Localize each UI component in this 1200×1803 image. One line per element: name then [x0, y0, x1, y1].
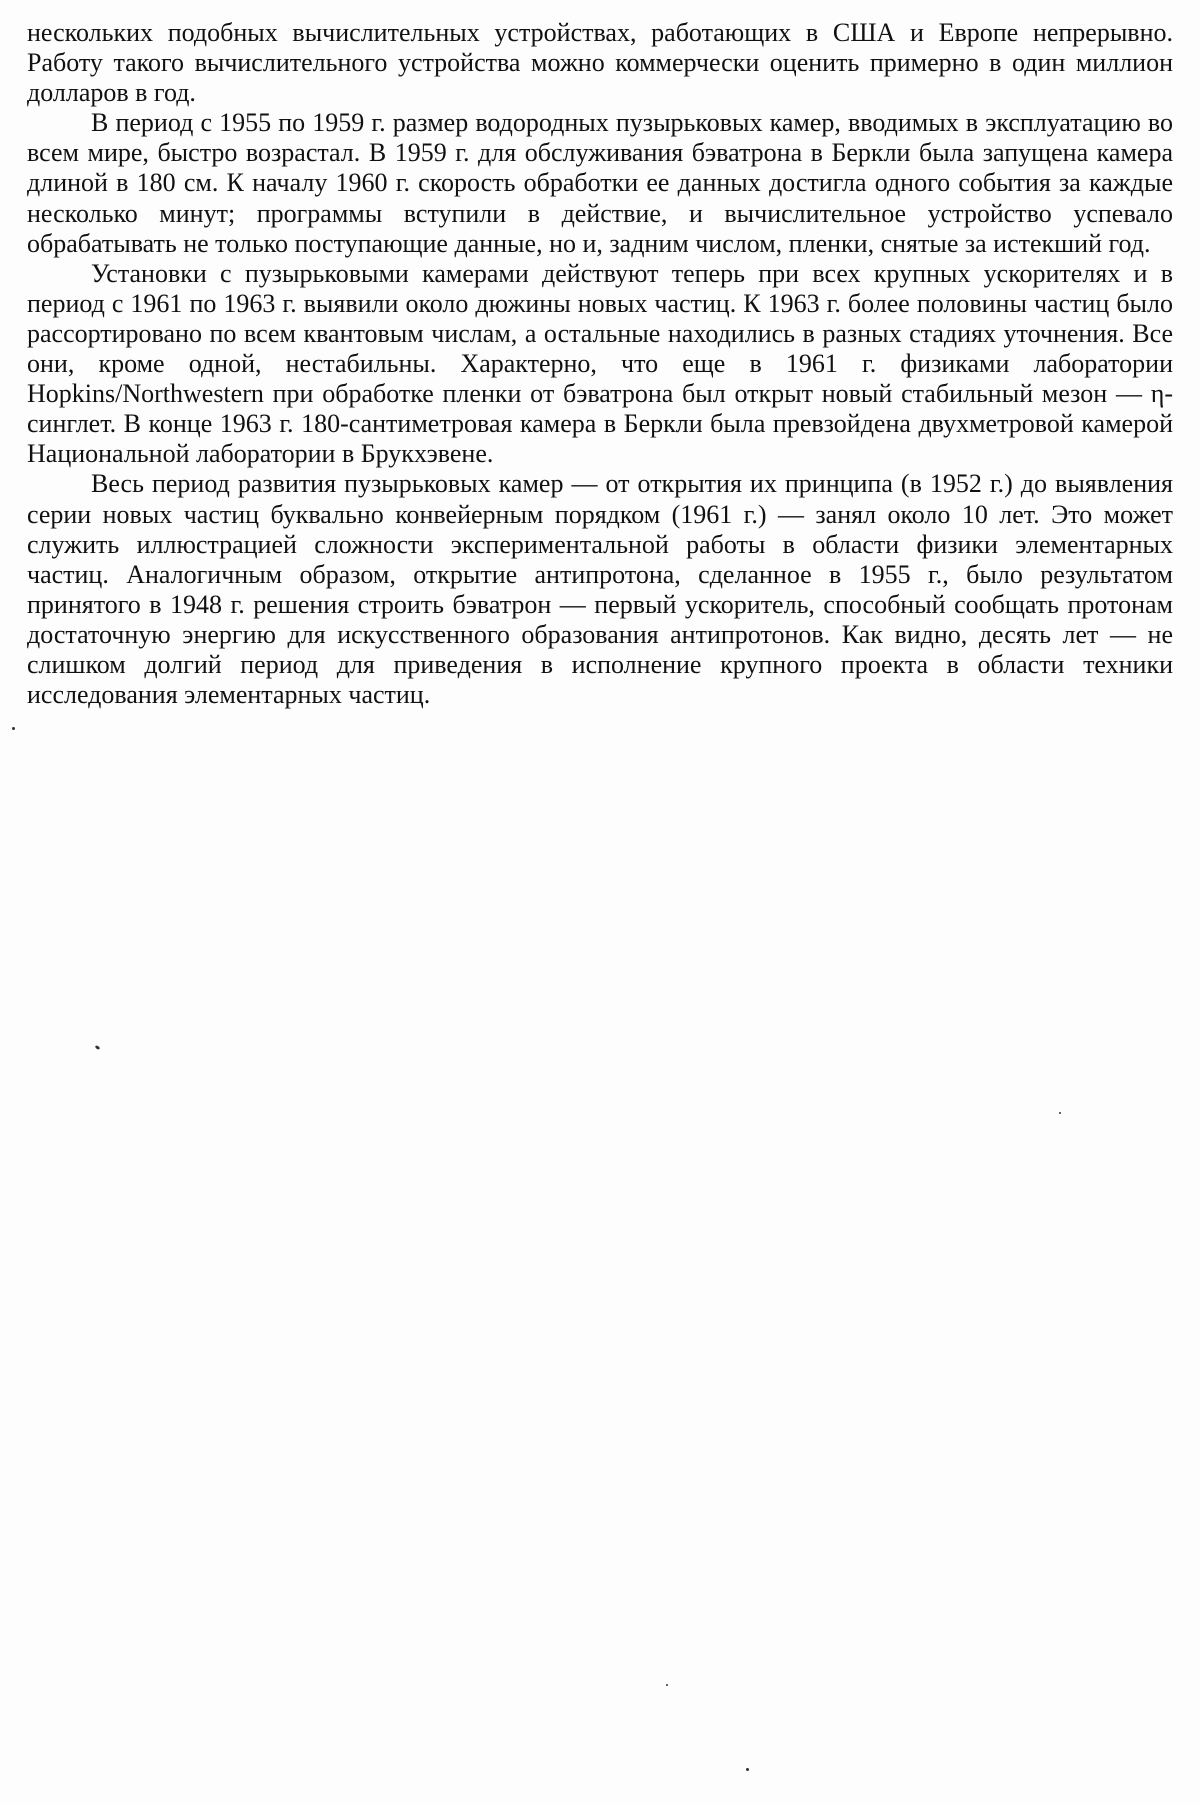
paragraph-new-particles: Установки с пузырьковыми камерами действуют теперь при всех крупных ускорителях и в период с 1961 по 1963 г. выявили около дюжины новых частиц. К 1963 г. более половины частиц было рассортировано по всем квантовым числам, а остальные находились в разных стадиях уточнения. Все они, кроме одной, нестабильны. Характерно, что еще в 1961 г. физиками лаборатории Hopkins/Northwestern при обработке пленки от бэватрона был открыт новый стабильный мезон — η-синглет. В конце 1963 г. 180-сантиметровая камера в Беркли была превзойдена двухметровой камерой Национальной лаборатории в Брукхэвене.	[27, 258, 1173, 469]
paragraph-continuation: нескольких подобных вычислительных устройствах, работающих в США и Европе непрерывно. Работу такого вычислительного устройства можно коммерчески оценить примерно в один миллион долларов в год.	[27, 18, 1173, 108]
paragraph-bubble-chamber-growth: В период с 1955 по 1959 г. размер водородных пузырьковых камер, вводимых в эксплуатацию во всем мире, быстро возрастал. В 1959 г. для обслуживания бэватрона в Беркли была запущена камера длиной в 180 см. К началу 1960 г. скорость обработки ее данных достигла одного события за каждые несколько минут; программы вступили в действие, и вычислительное устройство успевало обрабатывать не только поступающие данные, но и, задним числом, пленки, снятые за истекший год.	[27, 108, 1173, 258]
scan-speck	[12, 727, 15, 730]
body-text	[27, 18, 1173, 710]
scan-speck	[666, 1684, 668, 1686]
paragraph-development-period: Весь период развития пузырьковых камер — от открытия их принципа (в 1952 г.) до выявления серии новых частиц буквально конвейерным порядком (1961 г.) — занял около 10 лет. Это может служить иллюстрацией сложности экспериментальной работы в области физики элементарных частиц. Аналогичным образом, открытие антипротона, сделанное в 1955 г., было результатом принятого в 1948 г. решения строить бэватрон — первый ускоритель, способный сообщать протонам достаточную энергию для искусственного образования антипротонов. Как видно, десять лет — не слишком долгий период для приведения в исполнение крупного проекта в области техники исследования элементарных частиц.	[27, 469, 1173, 710]
scan-speck	[746, 1768, 749, 1771]
scan-speck	[1059, 1112, 1061, 1114]
scan-speck	[95, 1045, 101, 1050]
